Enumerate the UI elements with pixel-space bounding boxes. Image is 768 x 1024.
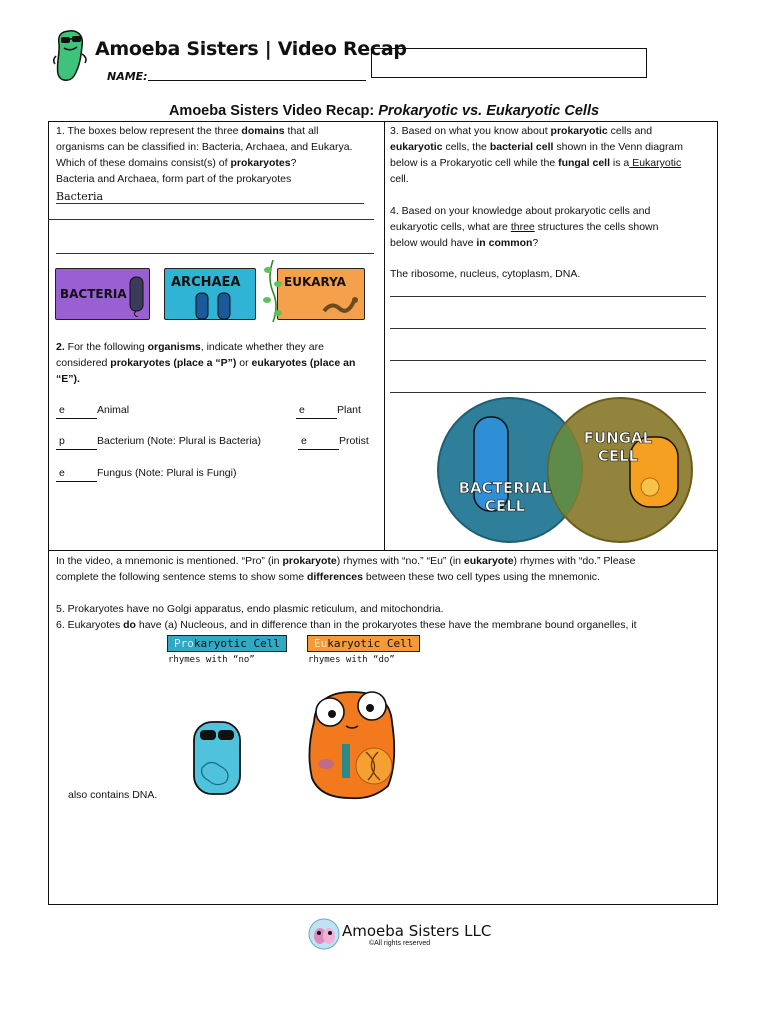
amoeba-sisters-footer-logo	[308, 918, 340, 950]
q1-answer-line-2[interactable]	[48, 219, 374, 220]
page-title: Amoeba Sisters Video Recap: Prokaryotic vs. Eukaryotic Cells	[168, 103, 600, 119]
archaea-icon	[190, 289, 240, 321]
name-label: NAME:	[107, 70, 148, 83]
prokaryotic-cell-cartoon	[190, 718, 246, 798]
question-6-answer-end[interactable]: also contains DNA.	[68, 789, 158, 801]
q2-item-protist[interactable]: e Protist	[298, 433, 369, 450]
venn-left-label-1: BACTERIAL	[458, 479, 552, 497]
domain-archaea-card: ARCHAEA	[164, 268, 256, 320]
eukaryotic-rhyme: rhymes with “do”	[308, 655, 395, 665]
venn-left-label-2: CELL	[484, 497, 526, 515]
question-5-answer[interactable]: 5. Prokaryotes have no Golgi apparatus, endo plasmic reticulum, and mitochondria.	[56, 603, 444, 615]
q4-answer-line-1[interactable]	[390, 296, 706, 297]
q2-item-fungus[interactable]: e Fungus (Note: Plural is Fungi)	[56, 465, 236, 482]
q2-item-plant[interactable]: e Plant	[296, 402, 361, 419]
mnemonic-intro: In the video, a mnemonic is mentioned. “Pro” (in prokaryote) rhymes with “no.” “Eu” (in eukaryote) rhymes with “do.” Please complete the following sentence stems to show some differences between these two cell types using the mnemonic.	[56, 555, 636, 583]
question-2: 2. For the following organisms, indicate whether they are considered prokaryotes (place a “P”) or eukaryotes (place an “E”).	[56, 341, 356, 385]
header-title: Amoeba Sisters | Video Recap	[95, 38, 407, 60]
snake-icon	[322, 291, 362, 317]
q4-answer-line-4[interactable]	[390, 392, 706, 393]
q1-answer-line-3[interactable]	[56, 253, 374, 254]
footer-brand: Amoeba Sisters LLC	[342, 922, 492, 940]
bacteria-icon	[126, 273, 148, 317]
column-divider	[384, 121, 385, 550]
name-box[interactable]	[371, 48, 647, 78]
plant-icon	[263, 258, 283, 324]
eukaryotic-cell-cartoon	[302, 682, 402, 802]
venn-diagram	[430, 395, 710, 545]
q3-answer: Eukaryotic	[629, 157, 682, 169]
question-4: 4. Based on your knowledge about prokaryotic cells and eukaryotic cells, what are three structures the cells shown below would have in common?	[390, 205, 659, 249]
question-1: 1. The boxes below represent the three domains that all organisms can be classified in: Bacteria, Archaea, and Eukarya. Which of these domains consist(s) of prokaryotes? Bacteria and Archaea, form part of the prokaryotes	[56, 123, 381, 187]
row-divider	[48, 550, 718, 551]
prokaryotic-cell-tag: Prokaryotic Cell	[167, 635, 287, 652]
q4-answer[interactable]: The ribosome, nucleus, cytoplasm, DNA.	[390, 268, 581, 280]
amoeba-mascot-logo	[50, 26, 92, 84]
q4-answer-line-2[interactable]	[390, 328, 706, 329]
eukaryotic-cell-tag: Eukaryotic Cell	[307, 635, 420, 652]
question-6-answer[interactable]: 6. Eukaryotes do have (a) Nucleous, and in difference than in the prokaryotes these have the membrane bound organelles, it	[56, 619, 637, 631]
q2-item-bacterium[interactable]: p Bacterium (Note: Plural is Bacteria)	[56, 433, 261, 450]
domain-bacteria-card: BACTERIA	[55, 268, 150, 320]
venn-right-label-2: CELL	[597, 447, 639, 465]
venn-right-label-1: FUNGAL	[583, 429, 653, 447]
question-3: 3. Based on what you know about prokaryotic cells and eukaryotic cells, the bacterial cell shown in the Venn diagram below is a Prokaryotic cell while the fungal cell is a Eukaryotic cell.	[390, 125, 684, 185]
domain-eukarya-card: EUKARYA	[277, 268, 365, 320]
q1-answer: Bacteria and Archaea, form part of the prokaryotes	[56, 173, 292, 185]
q2-item-animal[interactable]: e Animal	[56, 402, 129, 419]
footer-rights: ©All rights reserved	[369, 940, 431, 947]
name-line[interactable]	[148, 80, 366, 81]
q1-handwritten-answer[interactable]: Bacteria	[56, 190, 104, 203]
q4-answer-line-3[interactable]	[390, 360, 706, 361]
q1-answer-line-1[interactable]	[56, 203, 364, 204]
prokaryotic-rhyme: rhymes with “no”	[168, 655, 255, 665]
